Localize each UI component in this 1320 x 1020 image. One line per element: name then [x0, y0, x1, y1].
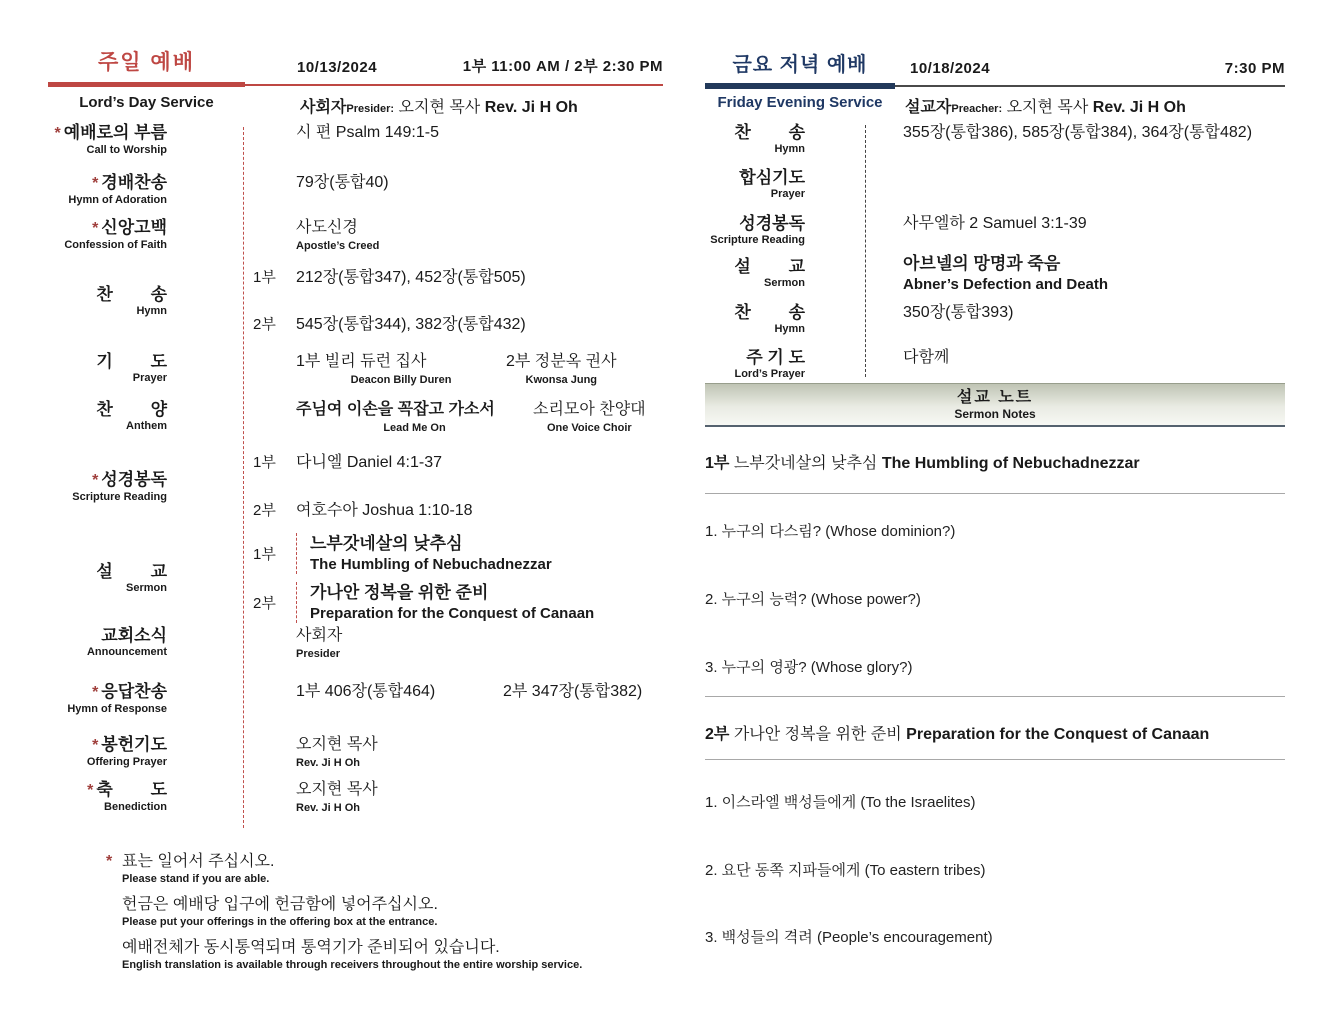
notes-part-label: 1부 — [705, 455, 730, 472]
right-service-column — [705, 48, 1285, 381]
footnote-translation — [106, 938, 666, 972]
footnote-ko: 예배전체가 동시통역되며 통역기가 준비되어 있습니다. — [122, 939, 500, 956]
row-evening-sermon — [705, 253, 1285, 294]
right-header — [705, 48, 1285, 77]
row-label-ko: 축 도 — [96, 780, 167, 799]
left-order-of-service — [48, 123, 663, 830]
right-title-english: Friday Evening Service — [717, 94, 883, 111]
footnote-en: English translation is available through receivers throughout the entire worship service. — [122, 959, 583, 971]
notes-heading-en: Preparation for the Conquest of Canaan — [906, 726, 1210, 743]
notes-heading-ko: 가나안 정복을 위한 준비 — [733, 726, 902, 743]
service-part-label: 1부 — [253, 269, 276, 286]
right-service-time: 7:30 PM — [1224, 60, 1285, 77]
row-label-ko: 찬 송 — [734, 123, 805, 142]
row-label-ko: 봉헌기도 — [101, 735, 167, 754]
presider-label-en: Presider: — [346, 103, 395, 115]
sermon-title-2-en: Preparation for the Conquest of Canaan — [310, 605, 595, 622]
footnote-en: Please put your offerings in the offering box at the entrance. — [122, 916, 438, 928]
row-label-en: Hymn of Adoration — [68, 194, 167, 206]
row-label-ko: 경배찬송 — [101, 173, 167, 192]
notes-part-label: 2부 — [705, 726, 730, 743]
notes-section-2-heading — [705, 724, 1285, 746]
right-subheader — [705, 94, 1285, 117]
service-part-label: 1부 — [253, 546, 276, 563]
row-scripture-reading — [48, 453, 663, 521]
sermon-notes-panel — [705, 383, 1285, 949]
row-label-en: Benediction — [104, 801, 167, 813]
row-label-en: Hymn of Response — [67, 703, 167, 715]
response-hymn-1: 1부 406장(통합464) — [296, 683, 436, 700]
footnote-offering — [106, 895, 666, 929]
left-rule-thick — [48, 82, 245, 87]
right-service-date: 10/18/2024 — [910, 60, 991, 77]
sermon-title-1-en: The Humbling of Nebuchadnezzar — [310, 556, 552, 573]
footnote-en: Please stand if you are able. — [122, 873, 270, 885]
row-label-ko: 합심기도 — [739, 168, 805, 187]
stand-asterisk: * — [87, 782, 94, 799]
row-hymn-of-adoration — [48, 173, 663, 207]
notes-divider — [705, 696, 1285, 697]
prayer-leader-1-en: Deacon Billy Duren — [350, 374, 452, 386]
prayer-leader-2: 2부 정분옥 권사 — [506, 353, 617, 370]
row-benediction — [48, 780, 663, 815]
row-evening-scripture — [705, 214, 1285, 247]
creed-ko: 사도신경 — [296, 219, 358, 236]
row-label-ko: 설 교 — [96, 561, 167, 581]
row-evening-hymn-2 — [705, 303, 1285, 336]
row-label-ko: 설 교 — [734, 257, 805, 276]
row-call-to-worship — [48, 123, 663, 157]
stand-asterisk: * — [54, 125, 61, 142]
row-sermon — [48, 533, 663, 623]
left-header — [48, 46, 663, 76]
row-label-ko: 주 기 도 — [746, 348, 805, 367]
row-label-ko: 찬 송 — [96, 285, 167, 304]
hymn-number: 79장(통합40) — [296, 174, 389, 191]
anthem-title-ko: 주님여 이손을 꼭잡고 가소서 — [296, 401, 495, 418]
preacher-label-ko: 설교자 — [905, 99, 952, 116]
prayer-leader-1: 1부 빌리 듀런 집사 — [296, 353, 427, 370]
left-presider-line — [300, 94, 578, 117]
right-header-rule — [705, 83, 1285, 89]
row-confession-of-faith — [48, 218, 663, 253]
footnote-ko: 표는 일어서 주십시오. — [122, 853, 275, 870]
service-part-label: 1부 — [253, 454, 276, 471]
preacher-label-en: Preacher: — [951, 103, 1003, 115]
right-preacher-line — [905, 94, 1186, 117]
evening-sermon-title-en: Abner’s Defection and Death — [903, 276, 1109, 293]
presider-label-ko: 사회자 — [300, 99, 347, 116]
row-label-ko: 성경봉독 — [739, 214, 805, 233]
sermon-title-2-ko: 가나안 정복을 위한 준비 — [310, 583, 489, 602]
sermon-notes-title-ko: 설교 노트 — [956, 388, 1034, 406]
row-label-en: Scripture Reading — [710, 234, 805, 246]
row-label-en: Sermon — [764, 277, 805, 289]
notes-item: 2. 누구의 능력? (Whose power?) — [705, 591, 921, 608]
lords-prayer-value: 다함께 — [903, 349, 950, 366]
notes-heading-en: The Humbling of Nebuchadnezzar — [881, 455, 1140, 472]
announcement-by-en: Presider — [296, 648, 341, 660]
benediction-by-en: Rev. Ji H Oh — [296, 802, 360, 814]
response-hymn-2: 2부 347장(통합382) — [503, 683, 643, 700]
row-label-en: Lord’s Prayer — [734, 368, 805, 380]
evening-hymn-numbers: 355장(통합386), 585장(통합384), 364장(통합482) — [903, 124, 1253, 141]
left-service-column — [48, 46, 663, 830]
announcement-by-ko: 사회자 — [296, 627, 343, 644]
row-label-en: Call to Worship — [86, 144, 167, 156]
right-order-of-service — [705, 123, 1285, 381]
left-service-times: 1부 11:00 AM / 2부 2:30 PM — [462, 58, 663, 75]
bulletin-footnotes — [106, 852, 666, 972]
sermon-notes-title-en: Sermon Notes — [954, 406, 1036, 421]
row-evening-hymn — [705, 123, 1285, 156]
evening-scripture-reference: 사무엘하 2 Samuel 3:1-39 — [903, 215, 1087, 232]
notes-item: 1. 이스라엘 백성들에게 (To the Israelites) — [705, 794, 976, 811]
notes-section-1-heading — [705, 453, 1285, 475]
row-label-en: Confession of Faith — [64, 239, 167, 251]
notes-divider — [705, 759, 1285, 760]
notes-item: 2. 요단 동쪽 지파들에게 (To eastern tribes) — [705, 862, 986, 879]
hymn-numbers-part1: 212장(통합347), 452장(통합505) — [296, 269, 526, 286]
service-part-label: 2부 — [253, 595, 276, 612]
footnote-stand — [106, 852, 666, 886]
left-title-english: Lord’s Day Service — [79, 94, 214, 111]
service-part-label: 2부 — [253, 316, 276, 333]
benediction-by-ko: 오지현 목사 — [296, 781, 378, 798]
preacher-name-ko: 오지현 목사 — [1006, 99, 1089, 116]
stand-asterisk: * — [106, 853, 113, 870]
preacher-name-en: Rev. Ji H Oh — [1092, 99, 1186, 116]
prayer-leader-2-en: Kwonsa Jung — [525, 374, 598, 386]
presider-name-en: Rev. Ji H Oh — [484, 99, 578, 116]
row-label-ko: 교회소식 — [101, 626, 167, 645]
row-label-en: Anthem — [126, 420, 167, 432]
notes-item: 3. 백성들의 격려 (People’s encouragement) — [705, 929, 993, 946]
sermon-title-1-ko: 느부갓네살의 낮추심 — [310, 534, 463, 553]
left-service-date: 10/13/2024 — [297, 59, 378, 76]
left-header-rule — [48, 82, 663, 87]
stand-asterisk: * — [92, 472, 99, 489]
row-hymn — [48, 268, 663, 335]
row-announcement — [48, 626, 663, 661]
stand-asterisk: * — [92, 220, 99, 237]
right-title-korean: 금요 저녁 예배 — [732, 54, 868, 76]
offering-prayer-by-en: Rev. Ji H Oh — [296, 757, 360, 769]
stand-asterisk: * — [92, 737, 99, 754]
sermon-notes-header-bar — [705, 383, 1285, 427]
service-part-label: 2부 — [253, 502, 276, 519]
left-subheader — [48, 94, 663, 117]
row-label-ko: 성경봉독 — [101, 470, 167, 489]
row-label-en: Hymn — [774, 323, 805, 335]
left-rule-thin — [245, 84, 663, 86]
row-label-en: Sermon — [126, 581, 167, 594]
choir-name-ko: 소리모아 찬양대 — [533, 401, 646, 418]
anthem-title-en: Lead Me On — [383, 422, 446, 434]
right-rule-thick — [705, 83, 895, 89]
evening-sermon-title-ko: 아브넬의 망명과 죽음 — [903, 254, 1061, 273]
row-label-en: Hymn — [774, 143, 805, 155]
row-label-en: Hymn — [136, 305, 167, 317]
reading-part1: 다니엘 Daniel 4:1-37 — [296, 454, 442, 471]
row-label-ko: 신앙고백 — [101, 218, 167, 237]
row-label-en: Offering Prayer — [86, 756, 167, 768]
offering-prayer-by-ko: 오지현 목사 — [296, 736, 378, 753]
stand-asterisk: * — [92, 684, 99, 701]
right-rule-thin — [895, 85, 1285, 87]
creed-en: Apostle’s Creed — [296, 240, 380, 252]
row-label-ko: 응답찬송 — [101, 682, 167, 701]
row-hymn-of-response — [48, 682, 663, 716]
left-title-korean: 주일 예배 — [98, 51, 195, 74]
scripture-reference: 시 편 Psalm 149:1-5 — [296, 124, 439, 141]
notes-heading-ko: 느부갓네살의 낮추심 — [733, 455, 878, 472]
row-label-en: Announcement — [86, 646, 167, 658]
notes-item: 1. 누구의 다스림? (Whose dominion?) — [705, 523, 956, 540]
row-prayer — [48, 352, 663, 387]
notes-item: 3. 누구의 영광? (Whose glory?) — [705, 659, 913, 676]
row-lords-prayer — [705, 348, 1285, 381]
footnote-ko: 헌금은 예배당 입구에 헌금함에 넣어주십시오. — [122, 896, 438, 913]
evening-hymn-2-number: 350장(통합393) — [903, 304, 1014, 321]
hymn-numbers-part2: 545장(통합344), 382장(통합432) — [296, 316, 526, 333]
row-label-ko: 예배로의 부름 — [63, 123, 167, 142]
row-label-en: Prayer — [770, 188, 805, 200]
row-label-ko: 기 도 — [96, 352, 167, 371]
choir-name-en: One Voice Choir — [546, 422, 632, 434]
row-label-en: Prayer — [132, 372, 167, 384]
row-label-ko: 찬 송 — [734, 303, 805, 322]
row-offering-prayer — [48, 735, 663, 770]
presider-name-ko: 오지현 목사 — [398, 99, 481, 116]
stand-asterisk: * — [92, 175, 99, 192]
row-united-prayer — [705, 168, 1285, 201]
row-label-en: Scripture Reading — [72, 491, 167, 503]
reading-part2: 여호수아 Joshua 1:10-18 — [296, 502, 473, 519]
notes-divider — [705, 493, 1285, 494]
row-label-ko: 찬 양 — [96, 400, 167, 419]
row-anthem — [48, 400, 663, 435]
